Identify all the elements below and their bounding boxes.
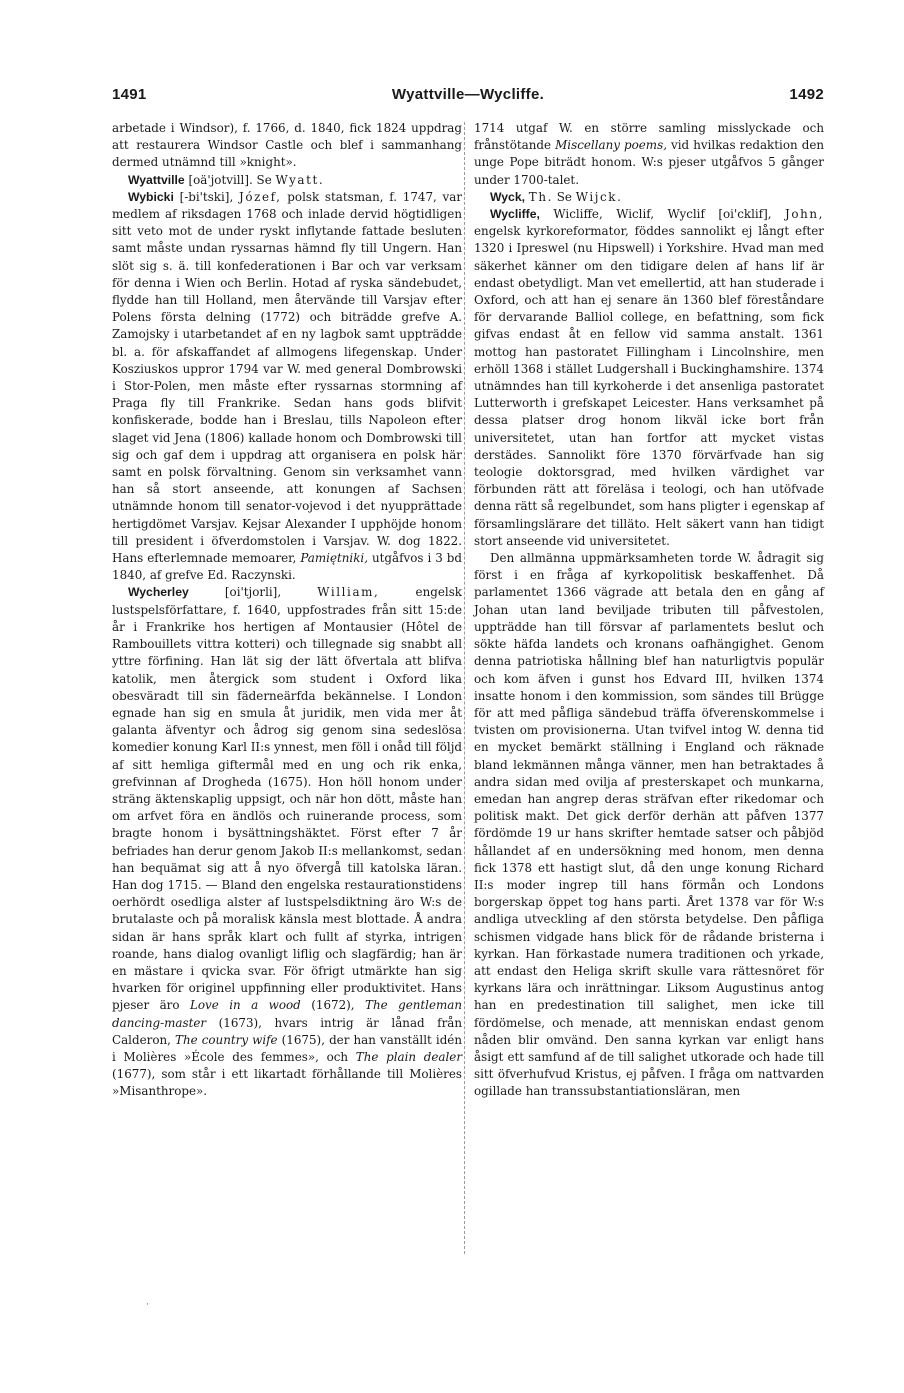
entry-wybicki (112, 189, 462, 585)
headword: Wybicki (128, 189, 174, 204)
headword: Wyattville (128, 172, 185, 187)
running-title: Wyattville—Wycliffe. (391, 86, 545, 103)
cross-reference: Wyatt. (275, 172, 325, 187)
page-number-right: 1492 (789, 86, 824, 103)
right-column (474, 120, 824, 1101)
entry-wyattville (112, 172, 462, 189)
entry-text: (1673), hvars intrig är lånad från Calderon, (112, 1015, 462, 1047)
page-number-left: 1491 (112, 86, 147, 103)
given-name: William, (317, 585, 380, 600)
pronunciation: [oi'tjorli], (224, 585, 282, 600)
entry-text: (1677), som står i ett likartadt förhållande till Molières »Misanthrope». (112, 1067, 462, 1099)
column-divider (464, 122, 465, 1254)
entry-wycliffe (474, 206, 824, 550)
entry-text: engelsk kyrkoreformator, föddes sannolikt ej långt efter 1320 i Ipreswel (nu Hipswell) i Yorkshire. Hvad man med säkerhet känner om den tidigare delen af hans lif är endast obetydligt. Man vet emellertid, att han studerade i Oxford, och att han ej senare än 1360 blef föreståndare för dervarande Balliol college, en befattning, som fick gifvas endast åt en fellow vid samma anstalt. 1361 mottog han pastoratet Fillingham i Lincolnshire, men erhöll 1368 i stället Ludgershall i Buckinghamshire. 1374 utnämndes han till kyrkoherde i det ansenliga pastoratet Lutterworth i grefskapet Leicester. Hans verksamhet på dessa platser drog honom likväl icke bort från universitetet, utan han fortfor att mycket vistas derstädes. Sannolikt före 1370 förvärfvade han sig teologie doktorsgrad, med hvilken värdighet var förbunden rätt att föreläsa i teologi, och han utöfvade denna rätt så regelbundet, som hans pligter i egenskap af församlingslärare det tilläto. Helt säkert vann han tidigt stort anseende vid universitetet. (474, 224, 824, 548)
work-title: Miscellany poems, (555, 138, 667, 153)
entry-text: engelsk lustspelsförfattare, f. 1640, uppfostrades från sitt 15:de år i Frankrike hos hertigen af Montausier (Hôtel de Rambouillets vittra kotteri) och tillegnade sig snabbt all yttre förfining. Han lät sig der lätt öfvertala att blifva katolik, men återgick som student i Oxford lika obesväradt till sin fäderneärfda bekännelse. I London egnade han sig en smula åt juridik, men vida mer åt galanta äfventyr och ådrog sig genom sina sedeslösa komedier konung Karl II:s ynnest, men föll i onåd till följd af sitt hemliga giftermål med en ung och rik enka, grefvinnan af Drogheda (1675). Hon höll honom under sträng äktenskaplig uppsigt, och när hon dött, måste han om arfvet föra en ändlös och ruinerande process, som bragte honom i bysättningshäktet. Först efter 7 år befriades han derur genom Jakob II:s mellankomst, sedan han bequämat sig att å nyo öfvergå till katolska läran. Han dog 1715. — Bland den engelska restaurationstidens oerhördt osedliga alster af lustspelsdiktning äro W:s de brutalaste och på moralisk känsla mest blottade. Å andra sidan är hans språk klart och fullt af styrka, intrigen roande, hans dialog ovanligt liflig och slagfärdig; han är en mästare i qvicka svar. För öfrigt utmärkte han sig hvarken för originel uppfinning eller produktivitet. Hans pjeser äro (112, 585, 463, 1013)
work-title: Love in a wood (189, 998, 301, 1013)
scan-speck: · (146, 1300, 149, 1310)
entry-text: Se (556, 189, 572, 204)
work-title: Pamiętniki, (300, 551, 369, 566)
entry-text: polsk statsman, f. 1747, var medlem af riksdagen 1768 och inlade dervid högtidligen sitt veto mot de under ryskt inflytande fattade besluten samt måste undan ryssarnas hämnd fly till Ungern. Han slöt sig s. ä. till konfederationen i Bar och var verksam för denna i Wien och Berlin. Hotad af ryska sändebudet, flydde han till Holland, men återvände till Varsjav efter Polens första delning (1772) och biträdde grefve A. Zamojsky i utarbetandet af en ny lagbok samt uppträdde bl. a. för afskaffandet af allmogens lifegenskap. Under Kosziuskos uppror 1794 var W. med general Dombrowski i Stor-Polen, men måste efter ryssarnas stormning af Praga fly till Frankrike. Sedan hans gods blifvit konfiskerade, bodde han i Breslau, tills Napoleon efter slaget vid Jena (1806) kallade honom och Dombrowski till sig och gaf dem i uppdrag att organisera en polsk här samt en polsk förvaltning. Genom sin verksamhet vann han så stort anseende, att konungen af Sachsen utnämnde honom till senator-vojevod i det nyupprättade hertigdömet Varsjav. Kejsar Alexander I upphöjde honom till president i öfverdomstolen i Varsjav. W. dog 1822. Hans efterlemnade memoarer, (112, 189, 463, 566)
entry-wyck (474, 189, 824, 206)
pronunciation: [-bi'tski], (179, 189, 234, 204)
continued-paragraph: arbetade i Windsor), f. 1766, d. 1840, fick 1824 uppdrag att restaurera Windsor Castle och blef i sammanhang dermed utnämnd till »knight». (112, 121, 462, 170)
headword: Wyck, (490, 189, 526, 204)
pronunciation: [oi'cklif], (718, 207, 772, 222)
paragraph: Den allmänna uppmärksamheten torde W. ådragit sig först i en fråga af kyrkopolitisk beskaffenhet. Då parlamentet 1366 vägrade att betala den en gång af Johan utan land beviljade tributen till påfvestolen, uppträdde han till försvar af parlamentets beslut och sökte häfda landets och kronans oafhängighet. Genom denna patriotiska hållning blef han naturligtvis populär och kom äfven i gunst hos Edvard III, hvilken 1374 insatte honom i den kommission, som sändes till Brügge för att med påfliga sändebud träffa öfverenskommelse i tvisten om provisionerna. Utan tvifvel intog W. denna tid en mycket bemärkt ställning i England och räknade bland lekmännen många vänner, men han betraktades å andra sidan med ovilja af presterskapet och munkarna, emedan han angrep deras sträfvan efter rikedomar och politisk makt. Det gick derför derhän att påfven 1377 fördömde 19 ur hans skrifter hemtade satser och påbjöd hållandet af en undersökning med honom, men denna fick 1378 ett hastigt slut, då den unge konung Richard II:s moder ingrep till hans förmån och Londons borgerskap öppet tog hans parti. Året 1378 var för W:s andliga utveckling af den största betydelse. Den påfliga schismen vidgade hans blick för de rådande bristerna i kyrkan. Han förkastade numera traditionen och yrkade, att endast den Heliga skrift skulle vara rättesnöret för kyrkans lära och inrättningar. Liksom Augustinus antog han en predestination till salighet, men icke till fördömelse, och menade, att menniskan endast genom nåden blir omvänd. Den sanna kyrkan var enligt hans åsigt ett samfund af de till salighet utkorade och hade till sitt öfverhufvud Kristus, ej påfven. I fråga om nattvarden ogillade han transsubstantiationsläran, men (474, 551, 824, 1099)
headword: Wycliffe, (490, 207, 540, 222)
paragraph-text: 1714 utgaf W. en större samling misslyckade och frånstötande (474, 121, 824, 153)
entry-wycherley (112, 584, 462, 1100)
given-name: John, (785, 207, 825, 222)
entry-text: [oä'jotvill]. Se (188, 172, 272, 187)
work-title: The gentleman dancing-master (112, 998, 463, 1030)
work-title: The country wife (175, 1032, 278, 1047)
entry-text-tail: utgåfvos i 3 bd 1840, af grefve Ed. Raczynski. (112, 551, 463, 583)
paragraph-text: vid hvilkas redaktion den unge Pope biträdt honom. W:s pjeser utgåfvos 5 gånger under 1700-talet. (474, 138, 825, 187)
cross-reference: Wijck. (575, 189, 623, 204)
headword: Wycherley (128, 585, 189, 600)
given-name: Józef, (238, 189, 282, 204)
left-column (112, 120, 462, 1101)
continued-paragraph (474, 120, 824, 189)
page-header (112, 86, 824, 108)
entry-text: (1675), der han vanställt idén i Molières »École des femmes», och (112, 1032, 463, 1064)
given-name: Th. (528, 189, 553, 204)
name-variants: Wicliffe, Wiclif, Wyclif (553, 207, 705, 222)
work-title: The plain dealer (355, 1049, 463, 1064)
entry-text: (1672), (311, 998, 355, 1013)
